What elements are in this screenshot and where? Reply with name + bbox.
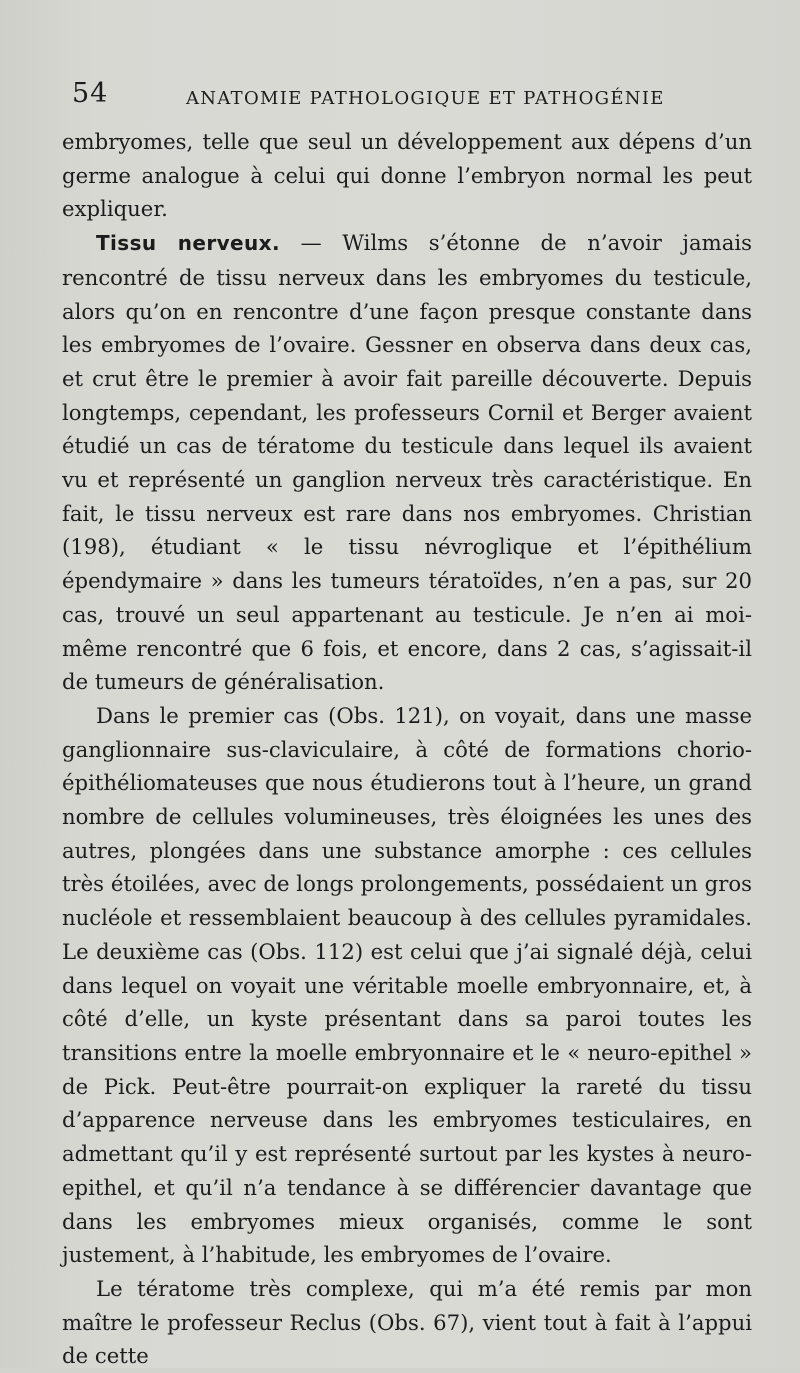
page-number: 54 <box>72 78 109 109</box>
page-header <box>72 78 740 112</box>
paragraph-continuation: embryomes, telle que seul un développement aux dépens d’un germe analogue à celui qui donne l’embryon normal les peut expliquer. <box>62 129 752 222</box>
paragraph-premier-cas: Dans le premier cas (Obs. 121), on voyait, dans une masse ganglionnaire sus-claviculaire, à côté de formations chorio-épithéliomateuses que nous étudierons tout à l’heure, un grand nombre de cellules volumineuses, très éloignées les unes des autres, plongées dans une substance amorphe : ces cellules très étoilées, avec de longs prolongements, possédaient un gros nucléole et ressemblaient beaucoup à des cellules pyramidales. Le deuxième cas (Obs. 112) est celui que j’ai signalé déjà, celui dans lequel on voyait une véritable moelle embryonnaire, et, à côté d’elle, un kyste présentant dans sa paroi toutes les transitions entre la moelle embryonnaire et le « neuro-epithel » de Pick. Peut-être pourrait-on expliquer la rareté du tissu d’apparence nerveuse dans les embryomes testiculaires, en admettant qu’il y est représenté surtout par les kystes à neuro-epithel, et qu’il n’a tendance à se différencier davantage que dans les embryomes mieux organisés, comme le sont justement, à l’habitude, les embryomes de l’ovaire. <box>62 702 752 1268</box>
running-title: ANATOMIE PATHOLOGIQUE ET PATHOGÉNIE <box>186 88 665 109</box>
paragraph-teratome: Le tératome très complexe, qui m’a été remis par mon maître le professeur Reclus (Obs. 67), vient tout à fait à l’appui de cette <box>62 1275 752 1369</box>
section-heading: Tissu nerveux. <box>96 231 280 256</box>
body-text <box>62 125 752 1373</box>
paragraph-text: — Wilms s’étonne de n’avoir jamais rencontré de tissu nerveux dans les embryomes du testicule, alors qu’on en rencontre d’une façon presque constante dans les embryomes de l’ovaire. Gessner en observa dans deux cas, et crut être le premier à avoir fait pareille découverte. Depuis longtemps, cependant, les professeurs Cornil et Berger avaient étudié un cas de tératome du testicule dans lequel ils avaient vu et représenté un ganglion nerveux très caractéristique. En fait, le tissu nerveux est rare dans nos embryomes. Christian (198), étudiant « le tissu névroglique et l’épithélium épendymaire » dans les tumeurs tératoïdes, n’en a pas, sur 20 cas, trouvé un seul appartenant au testicule. Je n’en ai moi-même rencontré que 6 fois, et encore, dans 2 cas, s’agissait-il de tumeurs de généralisation. <box>62 230 752 695</box>
paragraph-tissu-nerveux <box>62 226 752 699</box>
